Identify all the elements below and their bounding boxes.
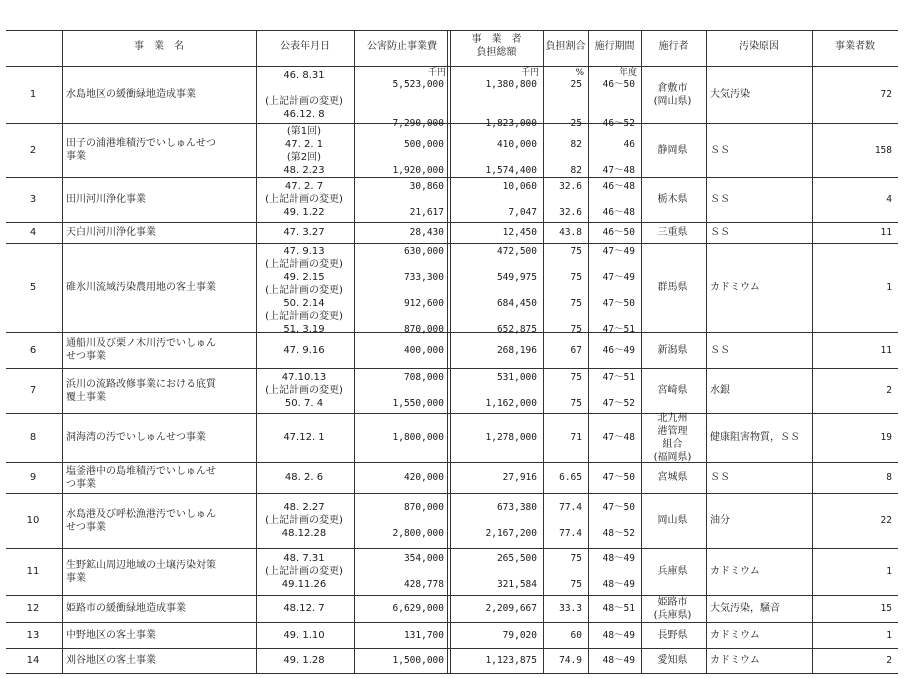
row-10-count: 22: [880, 515, 892, 526]
header-cause: 汚染原因: [739, 40, 779, 52]
row-13-ratio: 60: [570, 629, 582, 641]
row-13-no: 13: [26, 629, 40, 641]
row-10-name: 水島港及び呼松漁港汚でいしゅん せつ事業: [66, 508, 216, 533]
row-13-executor: 長野県: [657, 629, 688, 641]
row-14-executor: 愛知県: [657, 655, 688, 666]
row-12-period: 48～51: [602, 603, 635, 614]
table-rule: [256, 30, 257, 673]
row-2-cost: 500,000 1,920,000: [392, 139, 444, 176]
row-8-no: 8: [29, 432, 37, 443]
header-date: 公表年月日: [280, 40, 330, 52]
row-9-name: 塩釜港中の島堆積汚でいしゅんせ つ事業: [66, 465, 216, 490]
row-7-name: 浜川の流路改修事業における底質 覆土事業: [66, 378, 216, 403]
row-11-no: 11: [26, 566, 40, 577]
row-1-period: 46～50 46～52: [602, 79, 635, 129]
row-1-no: 1: [29, 89, 37, 100]
row-11-period: 48～49 48～49: [602, 553, 635, 590]
row-3-cause: ＳＳ: [710, 194, 730, 205]
row-4-burden: 12,450: [502, 227, 537, 238]
row-3-ratio: 32.6 32.6: [559, 181, 582, 218]
row-7-burden: 531,000 1,162,000: [485, 372, 537, 409]
row-12-ratio: 33.3: [559, 603, 582, 614]
row-8-cost: 1,800,000: [392, 432, 444, 443]
row-5-count: 1: [886, 282, 892, 293]
row-4-ratio: 43.8: [559, 227, 582, 238]
row-12-date: 48.12. 7: [283, 603, 325, 614]
row-13-count: 1: [886, 629, 892, 641]
row-13-period: 48～49: [602, 629, 635, 641]
row-10-cause: 油分: [710, 515, 730, 526]
row-3-cost: 30,860 21,617: [409, 181, 444, 218]
row-14-no: 14: [26, 655, 40, 666]
table-rule: [6, 243, 898, 244]
row-8-executor: 北九州 港管理 組合 (福岡県): [653, 412, 692, 463]
unit-period: 年度: [618, 68, 637, 78]
row-12-executor: 姫路市 (兵庫県): [653, 596, 692, 621]
row-6-date: 47. 9.16: [283, 344, 325, 356]
row-7-count: 2: [886, 385, 892, 396]
table-rule: [6, 462, 898, 463]
row-14-burden: 1,123,875: [485, 655, 537, 666]
table-rule: [812, 30, 813, 673]
row-11-burden: 265,500 321,584: [496, 553, 537, 590]
table-rule: [6, 413, 898, 414]
row-6-no: 6: [29, 344, 37, 356]
header-executor: 施行者: [658, 40, 689, 52]
row-3-burden: 10,060 7,047: [502, 181, 537, 218]
table-rule: [6, 548, 898, 549]
row-12-cause: 大気汚染，騒音: [710, 603, 780, 614]
row-14-date: 49. 1.28: [283, 655, 325, 666]
row-10-date: 48. 2.27 (上記計画の変更) 48.12.28: [265, 502, 343, 539]
row-8-count: 19: [880, 432, 892, 443]
row-8-ratio: 71: [570, 432, 582, 443]
row-11-cause: カドミウム: [710, 566, 760, 577]
header-ratio: 負担割合: [545, 40, 586, 52]
row-1-name: 水島地区の緩衝緑地造成事業: [66, 89, 196, 100]
row-6-name: 通船川及び栗ノ木川汚でいしゅん せつ事業: [66, 338, 216, 362]
row-3-period: 46～48 46～48: [602, 181, 635, 218]
row-6-cause: ＳＳ: [710, 344, 730, 356]
row-6-ratio: 67: [570, 344, 582, 356]
row-2-ratio: 82 82: [570, 139, 582, 176]
table-rule: [6, 673, 898, 674]
row-1-cost: 5,523,000 7,290,000: [392, 79, 444, 129]
row-13-name: 中野地区の客土事業: [66, 629, 156, 641]
row-2-executor: 静岡県: [657, 144, 688, 156]
row-12-cost: 6,629,000: [392, 603, 444, 614]
row-14-period: 48～49: [602, 655, 635, 666]
row-3-executor: 栃木県: [657, 194, 688, 205]
row-5-cost: 630,000 733,300 912,600 870,000: [403, 246, 444, 335]
row-2-cause: ＳＳ: [710, 144, 730, 156]
table-rule: [354, 30, 355, 673]
table-rule: [6, 177, 898, 178]
table-rule: [543, 30, 544, 673]
row-11-ratio: 75 75: [570, 553, 582, 590]
table-rule: [6, 332, 898, 333]
row-11-count: 1: [886, 566, 892, 577]
row-14-ratio: 74.9: [559, 655, 582, 666]
row-2-no: 2: [29, 144, 37, 156]
row-5-date: 47. 9.13 (上記計画の変更) 49. 2.15 (上記計画の変更) 50. 2.14 (上記計画の変更) 51. 3.19: [265, 246, 343, 335]
row-8-cause: 健康阻害物質，ＳＳ: [710, 432, 800, 443]
row-9-burden: 27,916: [502, 472, 537, 483]
row-10-executor: 岡山県: [657, 515, 688, 526]
row-4-cost: 28,430: [409, 227, 444, 238]
row-2-count: 158: [874, 144, 892, 156]
row-10-cost: 870,000 2,800,000: [392, 502, 444, 539]
row-12-burden: 2,209,667: [485, 603, 537, 614]
row-5-name: 碓氷川流域汚染農用地の客土事業: [66, 282, 216, 293]
table-rule: [641, 30, 642, 673]
row-4-count: 11: [880, 227, 892, 238]
header-period: 施行期間: [594, 40, 635, 52]
table-rule: [6, 493, 898, 494]
row-6-period: 46～49: [602, 344, 635, 356]
row-6-executor: 新潟県: [657, 344, 688, 356]
table-rule: [447, 30, 448, 673]
row-3-no: 3: [29, 194, 37, 205]
row-2-name: 田子の浦港堆積汚でいしゅんせつ 事業: [66, 138, 216, 162]
table-rule: [588, 30, 589, 673]
row-5-executor: 群馬県: [657, 282, 688, 293]
row-9-cause: ＳＳ: [710, 472, 730, 483]
header-name: 事 業 名: [134, 40, 184, 52]
row-1-count: 72: [880, 89, 892, 100]
header-burden: 事 業 者 負担総額: [471, 34, 522, 58]
row-7-no: 7: [29, 385, 37, 396]
row-14-count: 2: [886, 655, 892, 666]
row-7-cause: 水銀: [710, 385, 730, 396]
row-13-date: 49. 1.10: [283, 629, 325, 641]
row-13-cause: カドミウム: [710, 629, 760, 641]
row-13-cost: 131,700: [403, 629, 444, 641]
unit-cost: 千円: [427, 68, 446, 78]
row-4-no: 4: [29, 227, 37, 238]
row-8-period: 47～48: [602, 432, 635, 443]
row-14-cause: カドミウム: [710, 655, 760, 666]
row-9-ratio: 6.65: [559, 472, 582, 483]
row-6-count: 11: [880, 344, 892, 356]
row-9-no: 9: [29, 472, 37, 483]
row-4-cause: ＳＳ: [710, 227, 730, 238]
row-2-period: 46 47～48: [602, 139, 635, 176]
row-12-count: 15: [880, 603, 892, 614]
row-2-burden: 410,000 1,574,400: [485, 139, 537, 176]
row-11-executor: 兵庫県: [657, 566, 688, 577]
row-5-burden: 472,500 549,975 684,450 652,875: [496, 246, 537, 335]
table-rule: [6, 648, 898, 649]
row-3-date: 47. 2. 7 (上記計画の変更) 49. 1.22: [265, 181, 343, 218]
row-9-period: 47～50: [602, 472, 635, 483]
row-13-burden: 79,020: [502, 629, 537, 641]
row-7-ratio: 75 75: [570, 372, 582, 409]
table-rule: [450, 30, 451, 673]
unit-burden: 千円: [520, 68, 539, 78]
table-rule: [6, 622, 898, 623]
row-9-count: 8: [886, 472, 892, 483]
table-rule: [6, 222, 898, 223]
row-11-cost: 354,000 428,778: [403, 553, 444, 590]
row-4-period: 46～50: [602, 227, 635, 238]
header-cost: 公害防止事業費: [367, 40, 437, 52]
row-10-ratio: 77.4 77.4: [559, 502, 582, 539]
table-rule: [6, 123, 898, 124]
table-rule: [706, 30, 707, 673]
table-rule: [6, 368, 898, 369]
row-7-period: 47～51 47～52: [602, 372, 635, 409]
row-5-no: 5: [29, 282, 37, 293]
row-9-date: 48. 2. 6: [284, 472, 324, 483]
row-7-executor: 宮崎県: [657, 385, 688, 396]
row-6-burden: 268,196: [496, 344, 537, 356]
row-1-cause: 大気汚染: [710, 89, 750, 100]
row-11-date: 48. 7.31 (上記計画の変更) 49.11.26: [265, 553, 343, 590]
row-8-name: 洞海湾の汚でいしゅんせつ事業: [66, 432, 206, 443]
table-rule: [6, 595, 898, 596]
row-4-name: 天白川河川浄化事業: [66, 227, 156, 238]
unit-ratio: %: [575, 68, 584, 78]
row-5-ratio: 75 75 75 75: [570, 246, 582, 335]
row-10-no: 10: [26, 515, 40, 526]
row-8-date: 47.12. 1: [283, 432, 325, 443]
row-10-period: 47～50 48～52: [602, 502, 635, 539]
row-10-burden: 673,380 2,167,200: [485, 502, 537, 539]
row-6-cost: 400,000: [403, 344, 444, 356]
row-3-count: 4: [886, 194, 892, 205]
table-rule: [6, 30, 898, 31]
row-4-date: 47. 3.27: [283, 227, 325, 238]
row-5-period: 47～49 47～49 47～50 47～51: [602, 246, 635, 335]
row-1-executor: 倉敷市 (岡山県): [653, 82, 692, 107]
row-5-cause: カドミウム: [710, 282, 760, 293]
header-count: 事業者数: [835, 40, 875, 52]
row-8-burden: 1,278,000: [485, 432, 537, 443]
row-1-date: 46. 8.31 (上記計画の変更) 46.12. 8: [265, 69, 343, 120]
row-9-executor: 宮城県: [657, 472, 688, 483]
table-rule: [62, 30, 63, 673]
row-2-date: (第1回) 47. 2. 1 (第2回) 48. 2.23: [283, 126, 325, 176]
row-4-executor: 三重県: [657, 227, 688, 238]
row-1-burden: 1,380,800 1,823,000: [485, 79, 537, 129]
row-3-name: 田川河川浄化事業: [66, 194, 146, 205]
row-14-name: 刈谷地区の客土事業: [66, 655, 156, 666]
row-9-cost: 420,000: [403, 472, 444, 483]
row-7-date: 47.10.13 (上記計画の変更) 50. 7. 4: [265, 372, 343, 409]
row-1-ratio: 25 25: [570, 79, 582, 129]
row-12-name: 姫路市の緩衝緑地造成事業: [66, 603, 186, 614]
row-11-name: 生野鉱山周辺地域の土壌汚染対策 事業: [66, 559, 216, 584]
row-12-no: 12: [26, 603, 40, 614]
row-14-cost: 1,500,000: [392, 655, 444, 666]
row-7-cost: 708,000 1,550,000: [392, 372, 444, 409]
